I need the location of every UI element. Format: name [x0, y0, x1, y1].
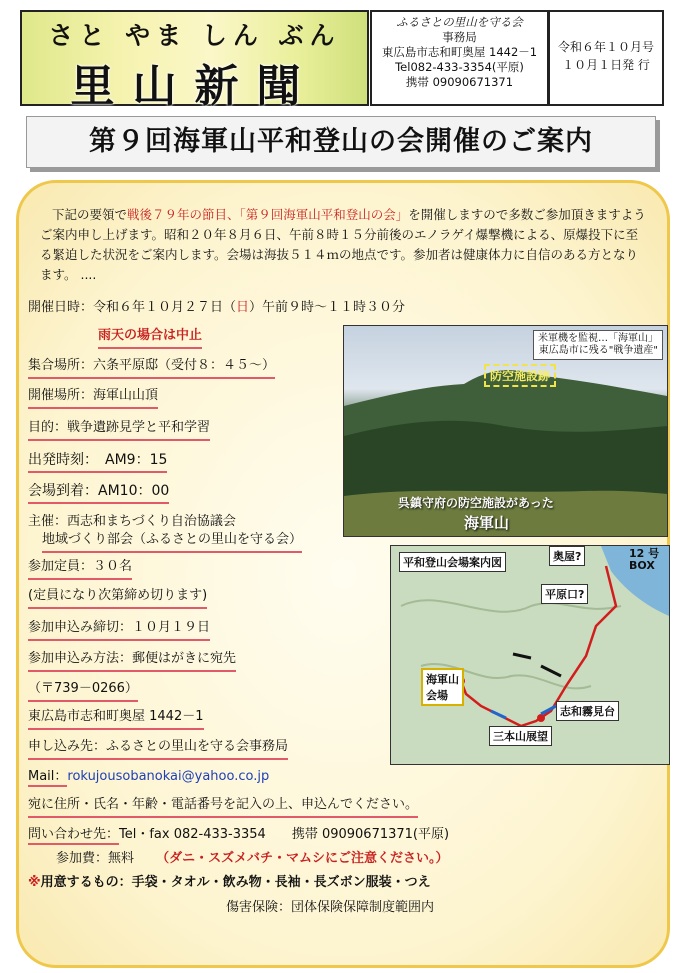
mountain-photo: [343, 325, 668, 537]
issue-box: [548, 10, 664, 106]
photo-caption-top: [533, 330, 663, 360]
mail-label: Mail：: [28, 769, 67, 787]
items-line: [28, 873, 431, 893]
facility-label: 防空施設跡: [484, 364, 556, 387]
zip-code: （〒739－0266）: [28, 679, 138, 702]
event-date-pre: 開催日時：令和６年１０月２７日（: [28, 300, 237, 315]
map-shiwa: 志和霧見台: [556, 701, 619, 721]
apply-destination: 申し込み先：ふるさとの里山を守る会事務局: [28, 737, 288, 760]
map-okuya: 奥屋?: [549, 546, 585, 566]
event-date: [28, 298, 405, 318]
rain-notice: 雨天の場合は中止: [98, 326, 202, 349]
page-title: 第９回海軍山平和登山の会開催のご案内: [89, 126, 593, 157]
masthead: [20, 10, 369, 112]
map-box: 12 号 BOX: [629, 547, 660, 572]
fee: 参加費：無料: [56, 851, 135, 866]
insurance: 傷害保険：団体保険保障制度範囲内: [226, 900, 435, 915]
photo-caption-line1: 米軍機を監視…「海軍山」: [538, 333, 658, 344]
office-info: [370, 10, 549, 106]
mountain-name: 海軍山: [464, 514, 510, 532]
event-date-day: 日: [236, 300, 250, 315]
masthead-title: 里山新聞: [70, 61, 319, 112]
route-map: [390, 545, 670, 765]
venue-place: 開催場所：海軍山山頂: [28, 386, 158, 409]
purpose: 目的：戦争遺跡見学と平和学習: [28, 418, 210, 441]
map-title: 平和登山会場案内図: [399, 552, 506, 572]
map-venue: 海軍山 会場: [421, 668, 464, 706]
intro-highlight: 戦後７９年の節目、「第９回海軍山平和登山の会」: [127, 207, 409, 222]
intro-lead: 下記の要領で: [52, 207, 128, 222]
capacity: 参加定員：３０名: [28, 557, 132, 580]
items-mark: ※: [28, 875, 41, 890]
office-label: 事務局: [442, 30, 477, 44]
office-mobile: 携帯 09090671371: [405, 75, 514, 89]
mail-address[interactable]: rokujousobanokai@yahoo.co.jp: [67, 769, 270, 784]
office-address: 東広島市志和町奥屋 1442－1: [381, 45, 538, 59]
office-tel: Tel082-433-3354(平原): [395, 60, 524, 74]
photo-caption-bottom: 呉鎮守府の防空施設があった: [398, 496, 554, 510]
title-bar: [26, 116, 656, 168]
apply-method: 参加申込み方法：郵便はがきに宛先: [28, 649, 236, 672]
apply-address: 東広島市志和町奥屋 1442－1: [28, 707, 204, 730]
event-date-post: ）午前９時～１１時３０分: [249, 300, 406, 315]
office-org: ふるさとの里山を守る会: [396, 15, 523, 29]
masthead-kana: さと やま しん ぶん: [48, 21, 341, 50]
arrive-time: 会場到着：AM10：00: [28, 481, 169, 504]
issue-date: １０月１日発 行: [562, 58, 650, 72]
gather-place: 集合場所：六条平原邸（受付８：４５～）: [28, 356, 275, 379]
mail-line: [28, 767, 269, 787]
contact-line: [28, 825, 449, 845]
contact-numbers: Tel・fax 082-433-3354 携帯 09090671371(平原): [119, 827, 450, 842]
issue-month: 令和６年１０月号: [557, 40, 654, 54]
intro-paragraph: [40, 205, 650, 285]
fee-line: [56, 849, 449, 869]
warning: （ダニ・スズメバチ・マムシにご注意ください。）: [156, 851, 449, 866]
host-line1: 主催：西志和まちづくり自治協議会: [28, 514, 236, 529]
depart-time: 出発時刻： AM9：15: [28, 450, 167, 473]
items: 用意するもの：手袋・タオル・飲み物・長袖・長ズボン服装・つえ: [40, 875, 431, 890]
photo-caption-line2: 東広島市に残る"戦争遺産": [538, 345, 658, 356]
map-sanbon: 三本山展望: [489, 726, 552, 746]
host-line2: 地域づくり部会（ふるさとの里山を守る会）: [42, 530, 302, 553]
deadline: 参加申込み締切：１０月１９日: [28, 618, 210, 641]
contact-label: 問い合わせ先：: [28, 827, 119, 845]
map-hirahara: 平原口?: [541, 584, 588, 604]
write-instruction: 宛に住所・氏名・年齢・電話番号を記入の上、申込んでください。: [28, 795, 418, 818]
intro-body: を開催しますので多数ご参加頂きますようご案内申し上げます。昭和２０年８月６日、午前８時１５分前後のエノラゲイ爆撃機による、原爆投下に至る緊迫した状況をご案内します。会場は海抜５１４ｍの地点です。参加者は健康体力に自信のある方となります。 ....: [40, 207, 646, 282]
capacity-note: (定員になり次第締め切ります): [28, 586, 207, 609]
